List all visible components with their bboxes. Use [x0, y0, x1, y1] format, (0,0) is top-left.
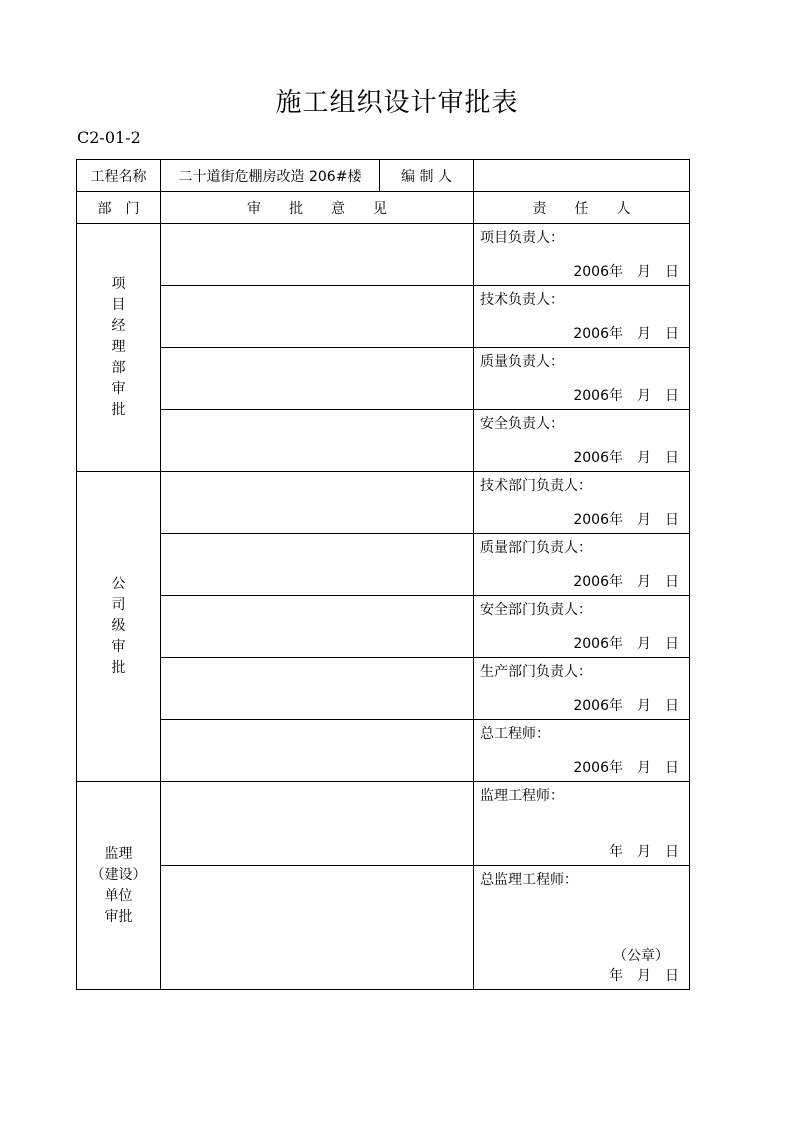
- opinion-cell[interactable]: [161, 534, 474, 596]
- date-label: 年 月 日: [609, 264, 679, 280]
- opinion-header: 审 批 意 见: [161, 192, 474, 224]
- department-label: 监理 （建设） 单位 审批: [90, 845, 147, 925]
- date-field: [573, 385, 679, 405]
- section-3-row-2: [77, 866, 690, 990]
- opinion-cell[interactable]: [161, 658, 474, 720]
- date-field: [609, 841, 679, 861]
- editor-label: 编 制 人: [380, 160, 474, 192]
- header-row: [77, 160, 690, 192]
- date-field: [573, 323, 679, 343]
- responsible-header: 责 任 人: [474, 192, 690, 224]
- date-label: 年 月 日: [609, 388, 679, 404]
- responsible-label: 生产部门负责人：: [480, 664, 592, 680]
- opinion-cell[interactable]: [161, 782, 474, 866]
- page-title: 施工组织设计审批表: [275, 88, 519, 118]
- opinion-cell[interactable]: [161, 472, 474, 534]
- project-name-label: 工程名称: [77, 160, 161, 192]
- responsible-cell[interactable]: [474, 596, 690, 658]
- date-field: [573, 447, 679, 467]
- section-1-row-1: [77, 224, 690, 286]
- responsible-cell[interactable]: [474, 534, 690, 596]
- date-field: [573, 261, 679, 281]
- opinion-cell[interactable]: [161, 224, 474, 286]
- editor-value[interactable]: [474, 160, 690, 192]
- year-value: 2006: [573, 698, 609, 714]
- responsible-label: 技术负责人：: [480, 292, 564, 308]
- section-2-row-1: [77, 472, 690, 534]
- date-label: 年 月 日: [609, 760, 679, 776]
- year-value: 2006: [573, 574, 609, 590]
- opinion-cell[interactable]: [161, 866, 474, 990]
- responsible-label: 质量负责人：: [480, 354, 564, 370]
- date-label: 年 月 日: [609, 512, 679, 528]
- responsible-label: 项目负责人：: [480, 230, 564, 246]
- column-header-row: [77, 192, 690, 224]
- date-label: 年 月 日: [609, 844, 679, 860]
- date-field: [609, 965, 679, 985]
- official-seal-label: （公章）: [613, 948, 669, 964]
- section-3-row-1: [77, 782, 690, 866]
- responsible-label: 质量部门负责人：: [480, 540, 592, 556]
- section-2-row-2: [77, 534, 690, 596]
- approval-form: [76, 159, 690, 990]
- responsible-label: 安全负责人：: [480, 416, 564, 432]
- date-label: 年 月 日: [609, 450, 679, 466]
- year-value: 2006: [573, 264, 609, 280]
- responsible-cell[interactable]: [474, 348, 690, 410]
- responsible-label: 技术部门负责人：: [480, 478, 592, 494]
- department-company-level: [77, 472, 161, 782]
- section-2-row-3: [77, 596, 690, 658]
- department-label: 项 目 经 理 部 审 批: [111, 276, 126, 418]
- responsible-cell[interactable]: [474, 410, 690, 472]
- responsible-cell[interactable]: [474, 866, 690, 990]
- section-2-row-4: [77, 658, 690, 720]
- responsible-label: 总监理工程师：: [480, 872, 578, 888]
- department-label: 公 司 级 审 批: [111, 576, 126, 676]
- date-label: 年 月 日: [609, 326, 679, 342]
- year-value: 2006: [573, 450, 609, 466]
- year-value: 2006: [573, 326, 609, 342]
- opinion-cell[interactable]: [161, 286, 474, 348]
- opinion-cell[interactable]: [161, 410, 474, 472]
- opinion-cell[interactable]: [161, 348, 474, 410]
- section-2-row-5: [77, 720, 690, 782]
- date-field: [573, 695, 679, 715]
- responsible-label: 监理工程师：: [480, 788, 564, 804]
- date-field: [573, 757, 679, 777]
- form-code: C2-01-2: [77, 128, 141, 147]
- department-project-manager: [77, 224, 161, 472]
- responsible-cell[interactable]: [474, 286, 690, 348]
- project-name-value[interactable]: 二十道街危棚房改造 206#楼: [161, 160, 380, 192]
- date-field: [573, 571, 679, 591]
- responsible-cell[interactable]: [474, 472, 690, 534]
- responsible-label: 总工程师：: [480, 726, 550, 742]
- year-value: 2006: [573, 760, 609, 776]
- section-1-row-4: [77, 410, 690, 472]
- responsible-cell[interactable]: [474, 720, 690, 782]
- opinion-cell[interactable]: [161, 720, 474, 782]
- year-value: 2006: [573, 636, 609, 652]
- department-header: 部 门: [77, 192, 161, 224]
- year-value: 2006: [573, 512, 609, 528]
- date-label: 年 月 日: [609, 968, 679, 984]
- year-value: 2006: [573, 388, 609, 404]
- date-field: [573, 509, 679, 529]
- department-supervision: [77, 782, 161, 990]
- date-field: [573, 633, 679, 653]
- responsible-cell[interactable]: [474, 224, 690, 286]
- responsible-label: 安全部门负责人：: [480, 602, 592, 618]
- section-1-row-2: [77, 286, 690, 348]
- section-1-row-3: [77, 348, 690, 410]
- date-label: 年 月 日: [609, 636, 679, 652]
- date-label: 年 月 日: [609, 698, 679, 714]
- responsible-cell[interactable]: [474, 658, 690, 720]
- date-label: 年 月 日: [609, 574, 679, 590]
- responsible-cell[interactable]: [474, 782, 690, 866]
- opinion-cell[interactable]: [161, 596, 474, 658]
